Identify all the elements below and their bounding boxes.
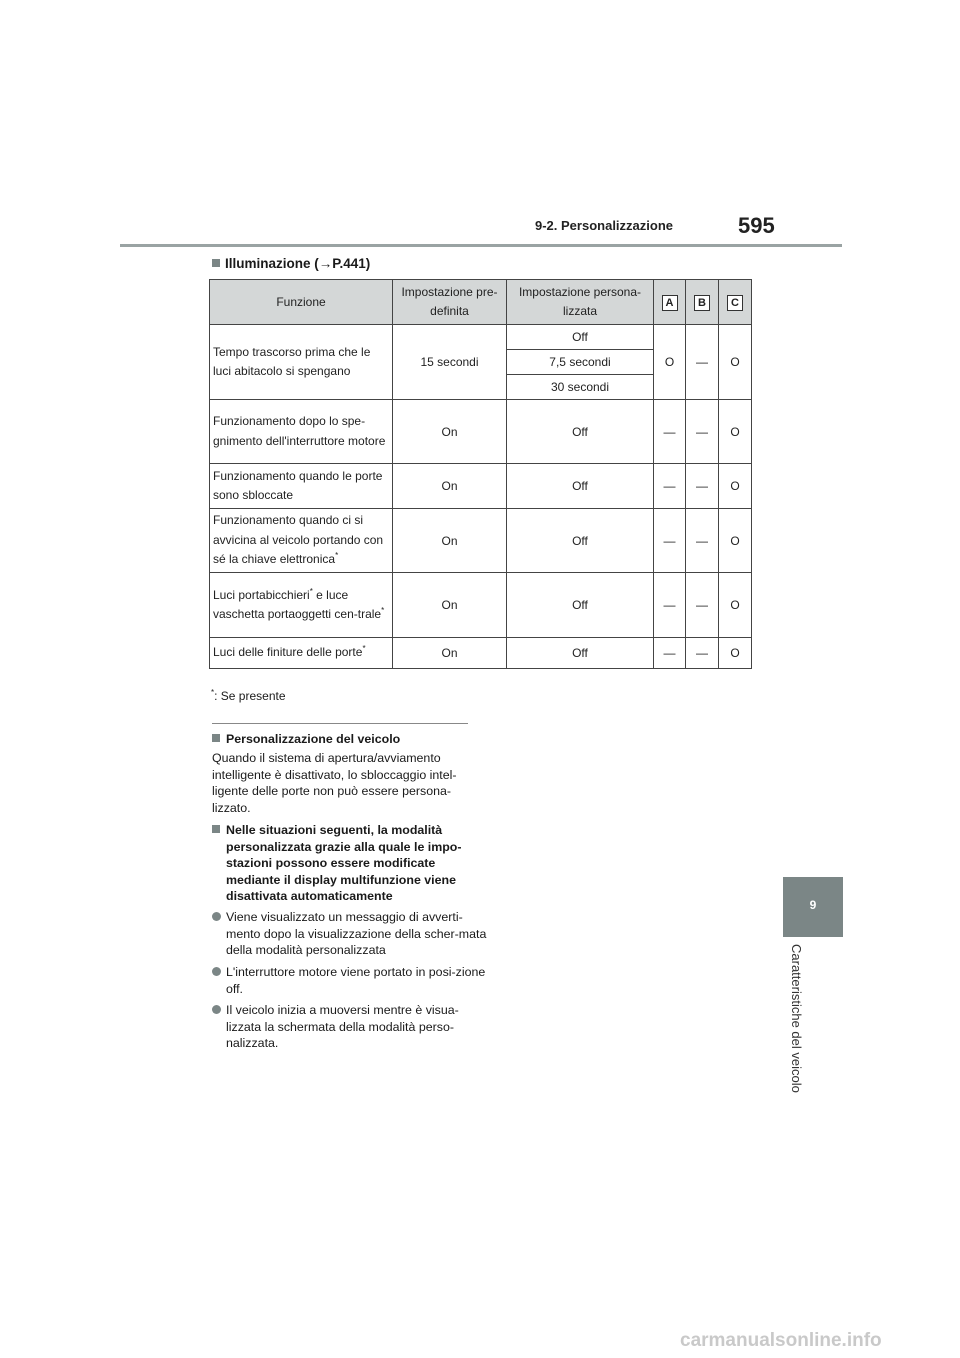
asterisk-mark: * [381, 606, 385, 615]
header-section-title: 9-2. Personalizzazione [535, 218, 673, 233]
cell-function-text-1: Luci portabicchieri [213, 587, 310, 602]
section-heading-text: Illuminazione ( [225, 256, 319, 271]
table-row [210, 638, 752, 669]
cell-function [210, 509, 393, 573]
cell-default: On [393, 638, 507, 669]
section-heading-ref[interactable]: P.441) [332, 256, 371, 271]
label-b: B [694, 295, 710, 311]
cell-function-text: Funzionamento quando ci si avvicina al veicolo portando con sé la chiave elettronica [213, 513, 384, 567]
notes-divider [212, 723, 468, 724]
arrow-icon: → [318, 256, 333, 271]
header-a [654, 280, 686, 325]
cell-c: O [719, 573, 752, 638]
cell-c: O [719, 400, 752, 464]
chapter-label [786, 944, 806, 1104]
list-item-text: Viene visualizzato un messaggio di avverti-mento dopo la visualizzazione della scher-mata della modalità personalizzata [226, 910, 487, 957]
cell-a: O [654, 325, 686, 400]
note-heading-text: Personalizzazione del veicolo [226, 732, 401, 746]
list-item [212, 1002, 488, 1052]
round-bullet-icon [212, 967, 221, 976]
header-function: Funzione [210, 280, 393, 325]
settings-table [209, 279, 752, 669]
list-item [212, 909, 488, 959]
table-row [210, 325, 752, 350]
table-row [210, 400, 752, 464]
cell-function: Funzionamento quando le porte sono sbloccate [210, 464, 393, 509]
square-bullet-icon [212, 825, 220, 833]
note-heading-text: Nelle situazioni seguenti, la modalità personalizzata grazie alla quale le impo-stazioni possono essere modificate mediante il display multifunzione viene disattivata automaticamente [226, 823, 462, 903]
chapter-tab: 9 [783, 877, 843, 937]
square-bullet-icon [212, 734, 220, 742]
list-item-text: L'interruttore motore viene portato in posi-zione off. [226, 965, 486, 996]
cell-b: — [686, 638, 719, 669]
cell-custom: 30 secondi [507, 375, 654, 400]
cell-b: — [686, 509, 719, 573]
note-heading-personalization [212, 731, 474, 748]
cell-c: O [719, 325, 752, 400]
cell-custom: Off [507, 573, 654, 638]
cell-custom: 7,5 secondi [507, 350, 654, 375]
footnote [211, 689, 286, 703]
footnote-text: : Se presente [214, 689, 286, 703]
note-paragraph: Quando il sistema di apertura/avviamento intelligente è disattivato, lo sbloccaggio intel-ligente delle porte non può essere persona-lizzato. [212, 751, 457, 815]
cell-custom: Off [507, 509, 654, 573]
cell-custom: Off [507, 464, 654, 509]
cell-function-text-2: e luce vaschetta portaoggetti cen-trale [213, 587, 382, 621]
footnote-marker: * [211, 688, 215, 697]
section-heading [212, 256, 370, 271]
cell-function-text: Luci delle finiture delle porte [213, 645, 363, 660]
watermark: carmanualsonline.info [680, 1330, 882, 1351]
cell-custom: Off [507, 638, 654, 669]
label-a: A [662, 295, 678, 311]
list-item-text: Il veicolo inizia a muoversi mentre è visua-lizzata la schermata della modalità perso-nalizzata. [226, 1003, 459, 1050]
list-item [212, 964, 488, 997]
header-custom: Impostazione persona-lizzata [507, 280, 654, 325]
asterisk-mark: * [362, 644, 366, 654]
header-default: Impostazione pre-definita [393, 280, 507, 325]
cell-b: — [686, 464, 719, 509]
cell-function [210, 638, 393, 669]
label-c: C [727, 295, 743, 311]
cell-c: O [719, 638, 752, 669]
cell-b: — [686, 400, 719, 464]
header-b [686, 280, 719, 325]
cell-function: Funzionamento dopo lo spe-gnimento dell'interruttore motore [210, 400, 393, 464]
asterisk-mark: * [309, 586, 313, 596]
chapter-label-text: Caratteristiche del veicolo [789, 944, 804, 1093]
header-rule [120, 244, 842, 247]
cell-custom: Off [507, 325, 654, 350]
cell-a: — [654, 638, 686, 669]
cell-c: O [719, 509, 752, 573]
round-bullet-icon [212, 912, 221, 921]
cell-default: On [393, 509, 507, 573]
cell-b: — [686, 573, 719, 638]
cell-default: On [393, 400, 507, 464]
cell-function: Tempo trascorso prima che le luci abitacolo si spengano [210, 325, 393, 400]
cell-a: — [654, 464, 686, 509]
asterisk-mark: * [335, 551, 339, 561]
cell-b: — [686, 325, 719, 400]
cell-c: O [719, 464, 752, 509]
cell-custom: Off [507, 400, 654, 464]
page-number: 595 [738, 213, 775, 238]
table-row [210, 509, 752, 573]
cell-a: — [654, 573, 686, 638]
table-header-row [210, 280, 752, 325]
cell-default: 15 secondi [393, 325, 507, 400]
note-heading-situations [212, 822, 488, 905]
table-row [210, 573, 752, 638]
cell-a: — [654, 400, 686, 464]
cell-a: — [654, 509, 686, 573]
cell-default: On [393, 464, 507, 509]
square-bullet-icon [212, 259, 220, 267]
round-bullet-icon [212, 1005, 221, 1014]
header-c [719, 280, 752, 325]
cell-default: On [393, 573, 507, 638]
table-row [210, 464, 752, 509]
cell-function [210, 573, 393, 638]
